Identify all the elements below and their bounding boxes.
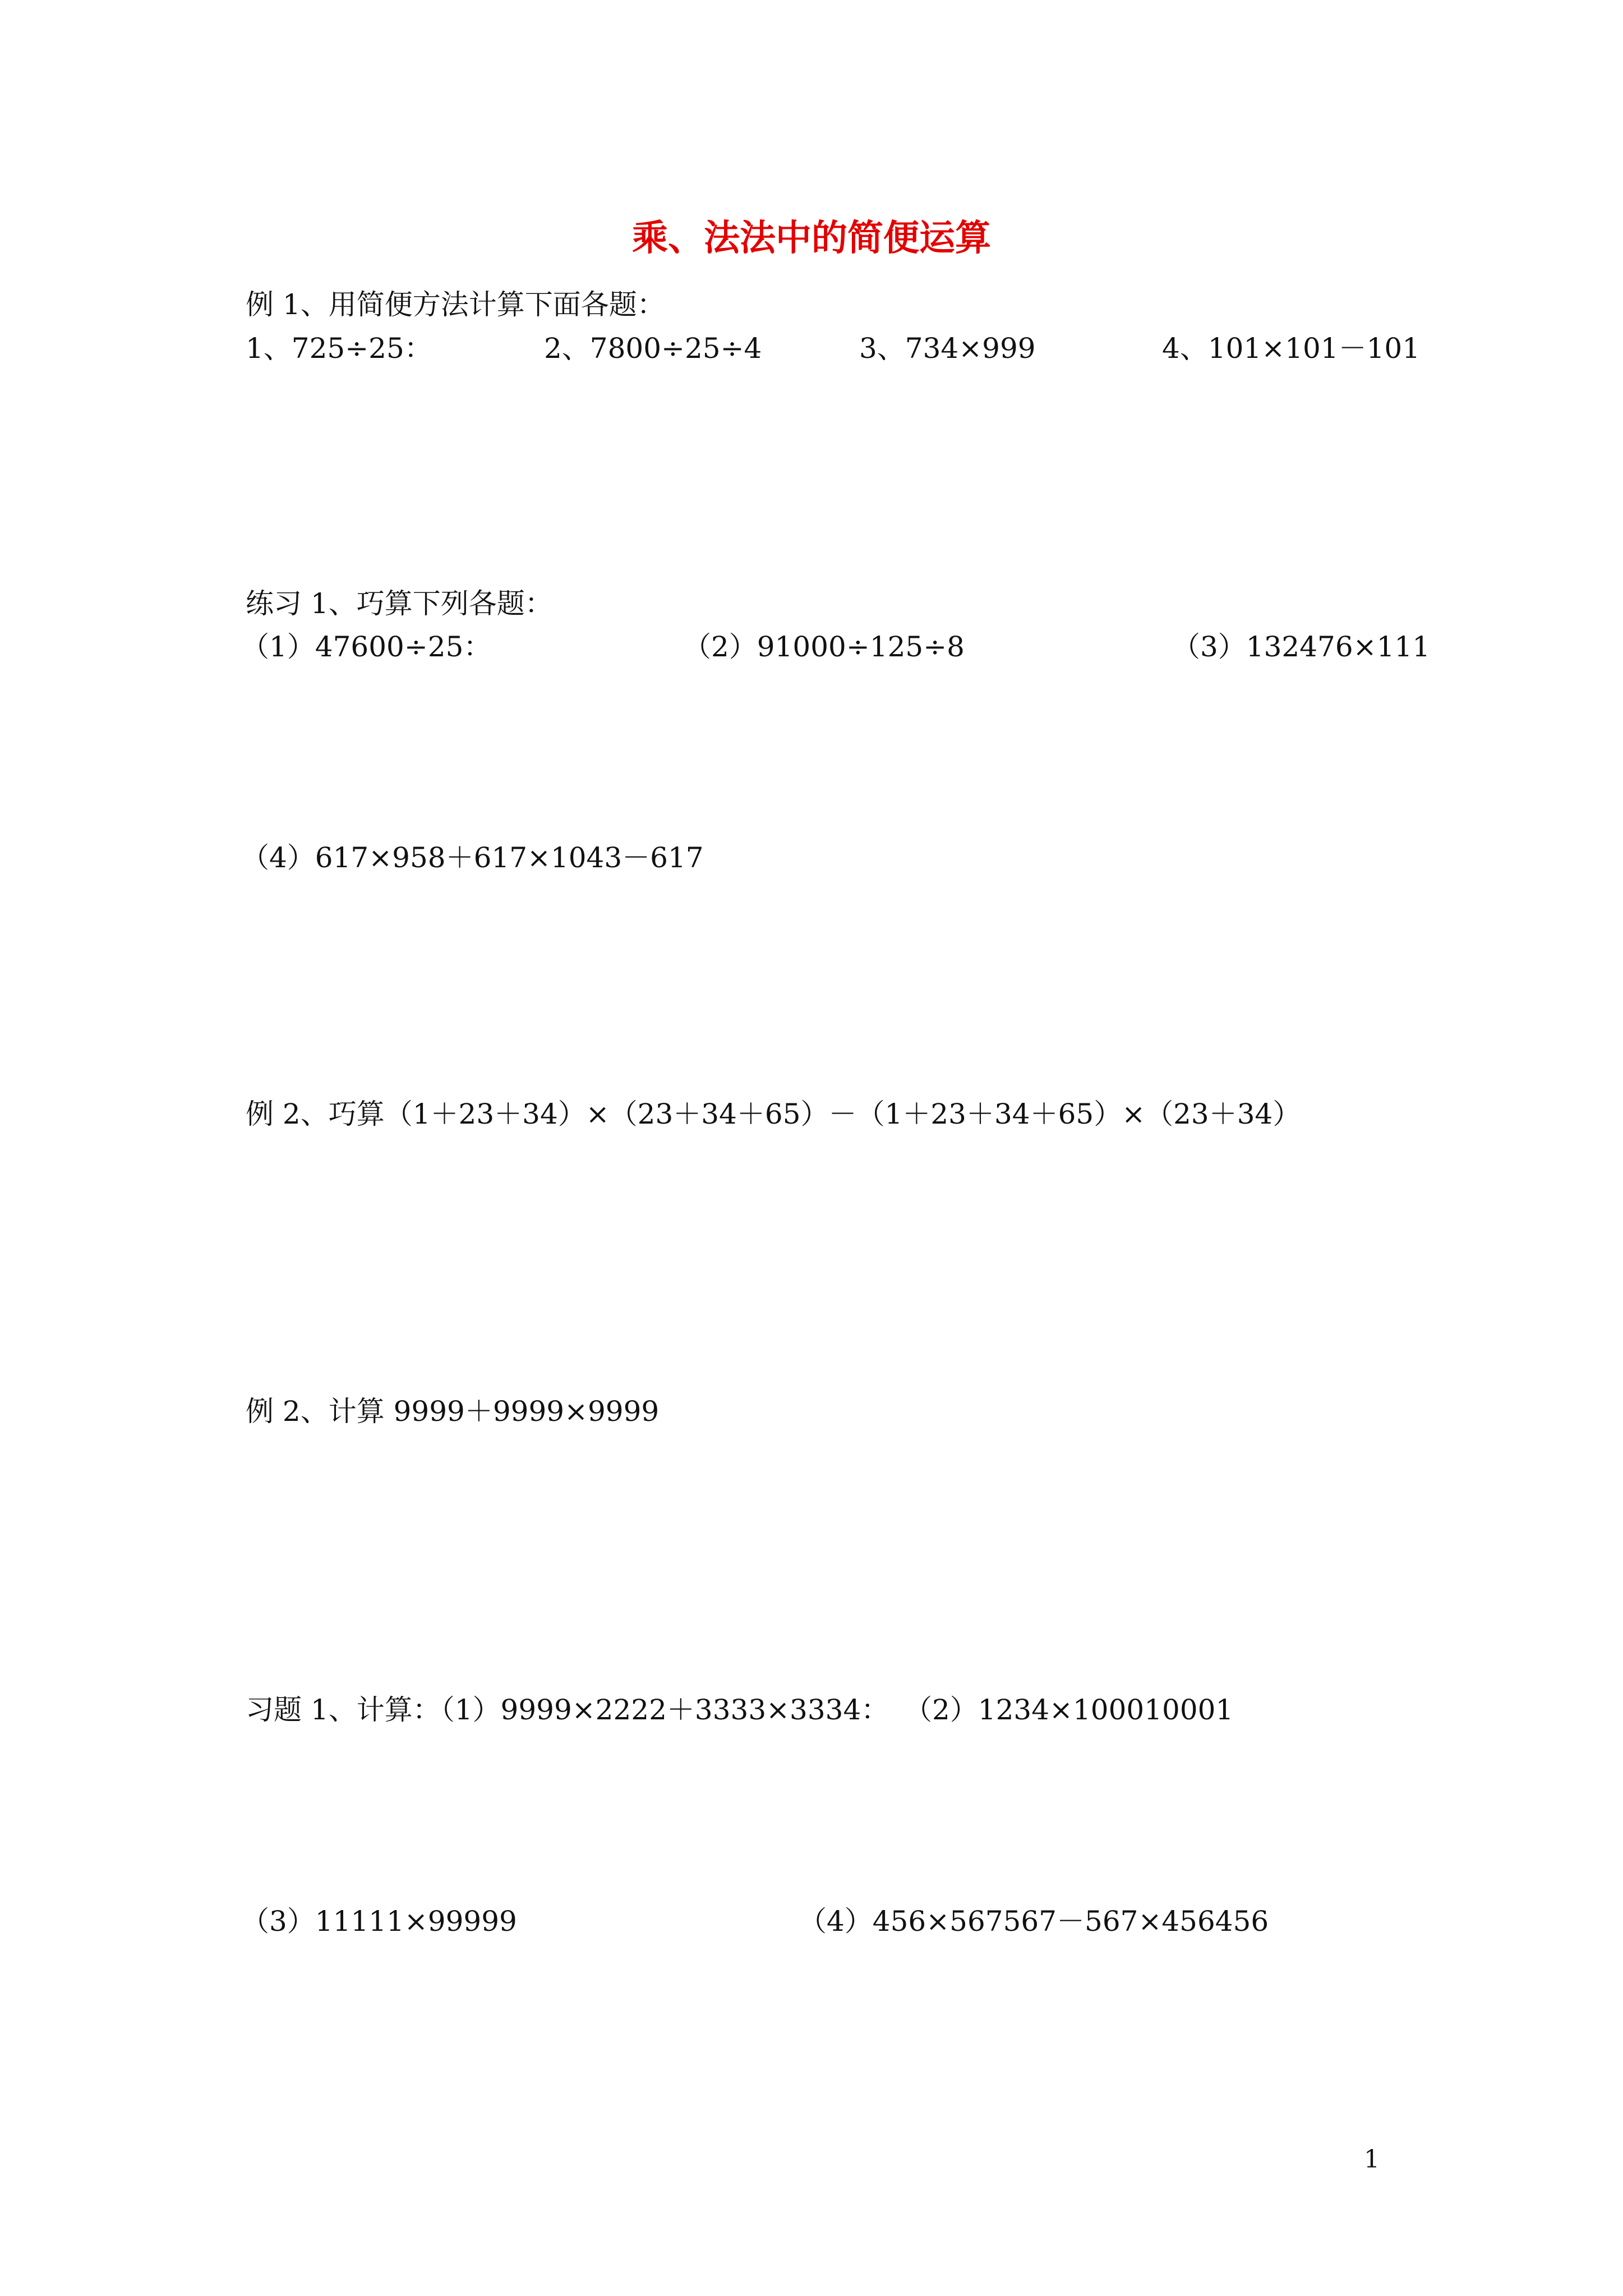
example1-problem-4: 4、101×101－101 xyxy=(1162,332,1421,365)
exercise1-problem-4: （4）456×567567－567×456456 xyxy=(799,1905,1269,1938)
document-title: 乘、法法中的简便运算 xyxy=(632,218,991,259)
page-number: 1 xyxy=(1364,2145,1380,2174)
exercise1-first-line: 习题 1、计算：（1）9999×2222＋3333×3334： xyxy=(246,1694,889,1726)
exercise1-problem-2: （2）1234×100010001 xyxy=(904,1694,1234,1726)
example1-problem-3: 3、734×999 xyxy=(859,332,1036,365)
example1-heading: 例 1、用简便方法计算下面各题： xyxy=(246,288,665,321)
practice1-problem-2: （2）91000÷125÷8 xyxy=(683,631,965,663)
example1-problem-2: 2、7800÷25÷4 xyxy=(544,332,762,365)
practice1-problem-3: （3）132476×111 xyxy=(1172,631,1431,663)
practice1-problem-1: （1）47600÷25： xyxy=(241,631,492,663)
practice1-problem-4: （4）617×958＋617×1043－617 xyxy=(241,841,704,874)
example2-expression: 例 2、巧算（1＋23＋34）×（23＋34＋65）－（1＋23＋34＋65）×（23＋34） xyxy=(246,1098,1301,1130)
example2-calculation: 例 2、计算 9999＋9999×9999 xyxy=(246,1395,660,1428)
practice1-heading: 练习 1、巧算下列各题： xyxy=(246,587,553,620)
exercise1-problem-3: （3）11111×99999 xyxy=(241,1905,517,1938)
example1-problem-1: 1、725÷25： xyxy=(246,332,432,365)
